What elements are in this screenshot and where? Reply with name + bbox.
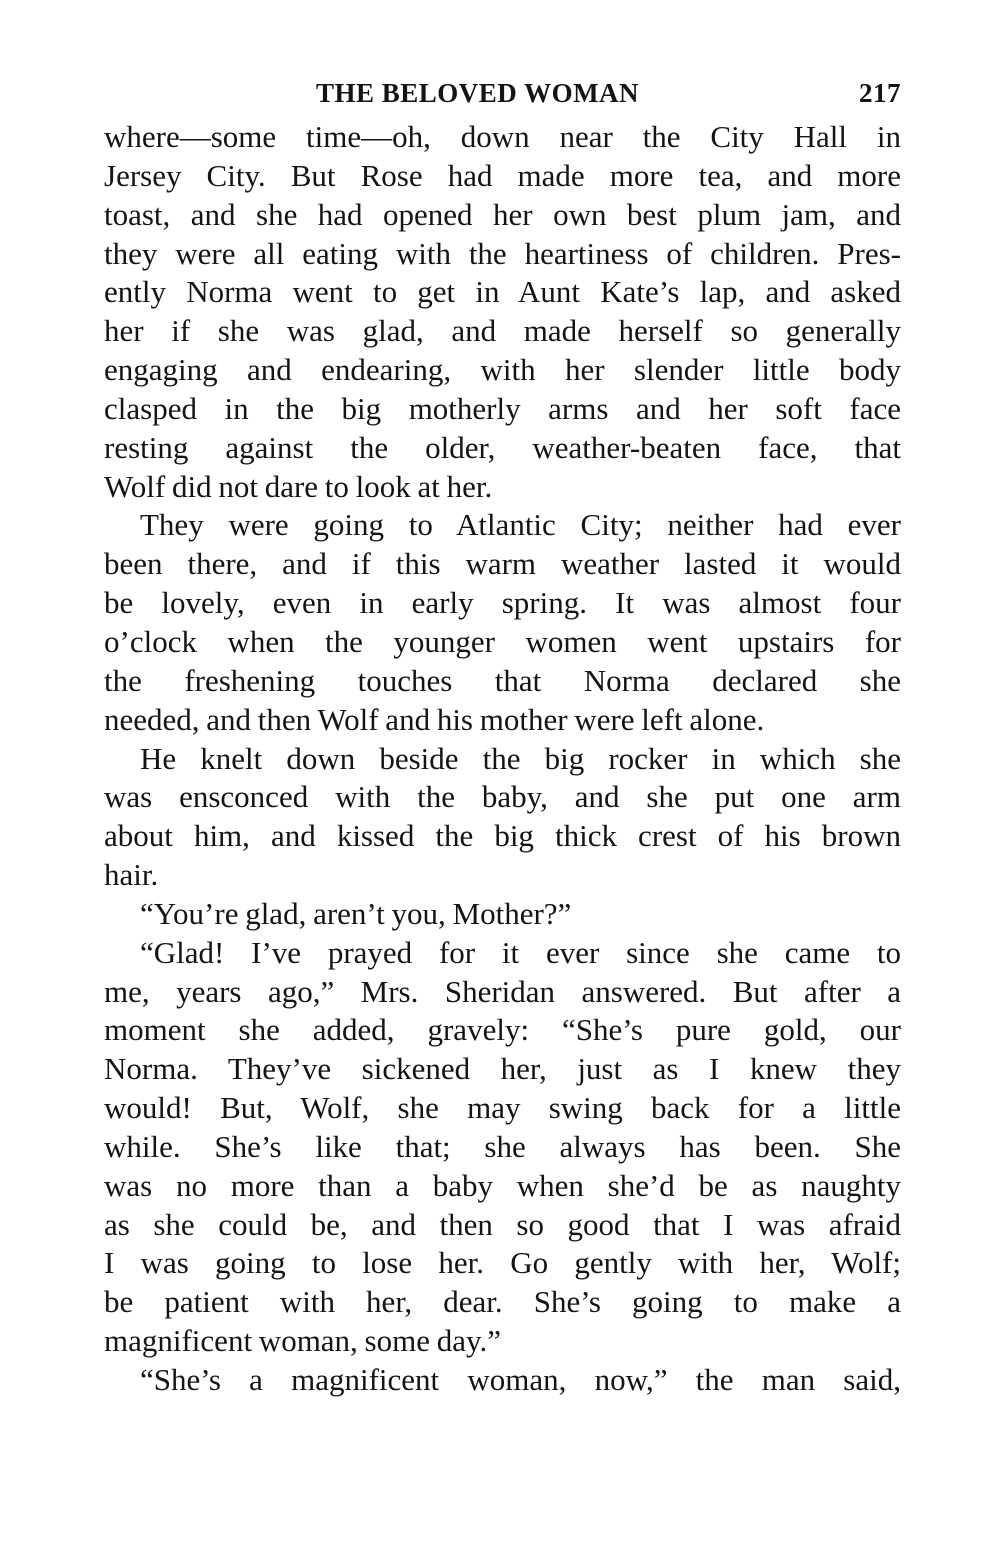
text-line: ently Norma went to get in Aunt Kate’s lap, and asked [104,274,901,310]
text-line: the freshening touches that Norma declared she [104,662,901,698]
running-head [104,72,901,118]
text-line: “She’s a magnificent woman, now,” the man said, [140,1362,901,1397]
text-line: They were going to Atlantic City; neither had ever [140,507,901,543]
text-line: would! But, Wolf, she may swing back for a little [104,1090,901,1126]
text-line: about him, and kissed the big thick crest of his brown [104,818,901,854]
page-number: 217 [859,78,901,108]
text-line: o’clock when the younger women went upstairs for [104,623,901,659]
text-line: me, years ago,” Mrs. Sheridan answered. But after a [104,973,901,1009]
text-line: they were all eating with the heartiness of children. Pres- [104,235,901,271]
text-line: was ensconced with the baby, and she put one arm [104,779,901,815]
text-line: Wolf did not dare to look at her. [104,468,493,504]
text-line: Jersey City. But Rose had made more tea, and more [104,157,901,193]
text-line: while. She’s like that; she always has been. She [104,1128,901,1164]
text-line: Norma. They’ve sickened her, just as I knew they [104,1051,901,1087]
running-title: THE BELOVED WOMAN [316,78,640,108]
text-line: toast, and she had opened her own best plum jam, and [104,196,901,232]
text-line: as she could be, and then so good that I was afraid [104,1206,901,1242]
text-line: her if she was glad, and made herself so generally [104,313,901,349]
text-line: hair. [104,857,159,893]
text-line: be patient with her, dear. She’s going to make a [104,1284,901,1320]
text-line: was no more than a baby when she’d be as naughty [104,1167,901,1203]
text-line: He knelt down beside the big rocker in which she [140,740,901,776]
text-line: been there, and if this warm weather lasted it would [104,546,901,582]
text-line: resting against the older, weather-beaten face, that [104,429,901,465]
text-line: I was going to lose her. Go gently with her, Wolf; [104,1245,901,1281]
text-line: magnificent woman, some day.” [104,1323,502,1359]
text-line: “Glad! I’ve prayed for it ever since she came to [140,934,901,970]
text-line: where—some time—oh, down near the City Hall in [104,119,901,154]
text-line: “You’re glad, aren’t you, Mother?” [140,895,572,931]
text-line: moment she added, gravely: “She’s pure gold, our [104,1012,901,1048]
body-text [104,118,901,1400]
text-line: be lovely, even in early spring. It was almost four [104,585,901,621]
text-line: engaging and endearing, with her slender little body [104,352,901,388]
text-line: needed, and then Wolf and his mother were left alone. [104,701,765,737]
book-page [104,72,901,1400]
text-line: clasped in the big motherly arms and her soft face [104,390,901,426]
